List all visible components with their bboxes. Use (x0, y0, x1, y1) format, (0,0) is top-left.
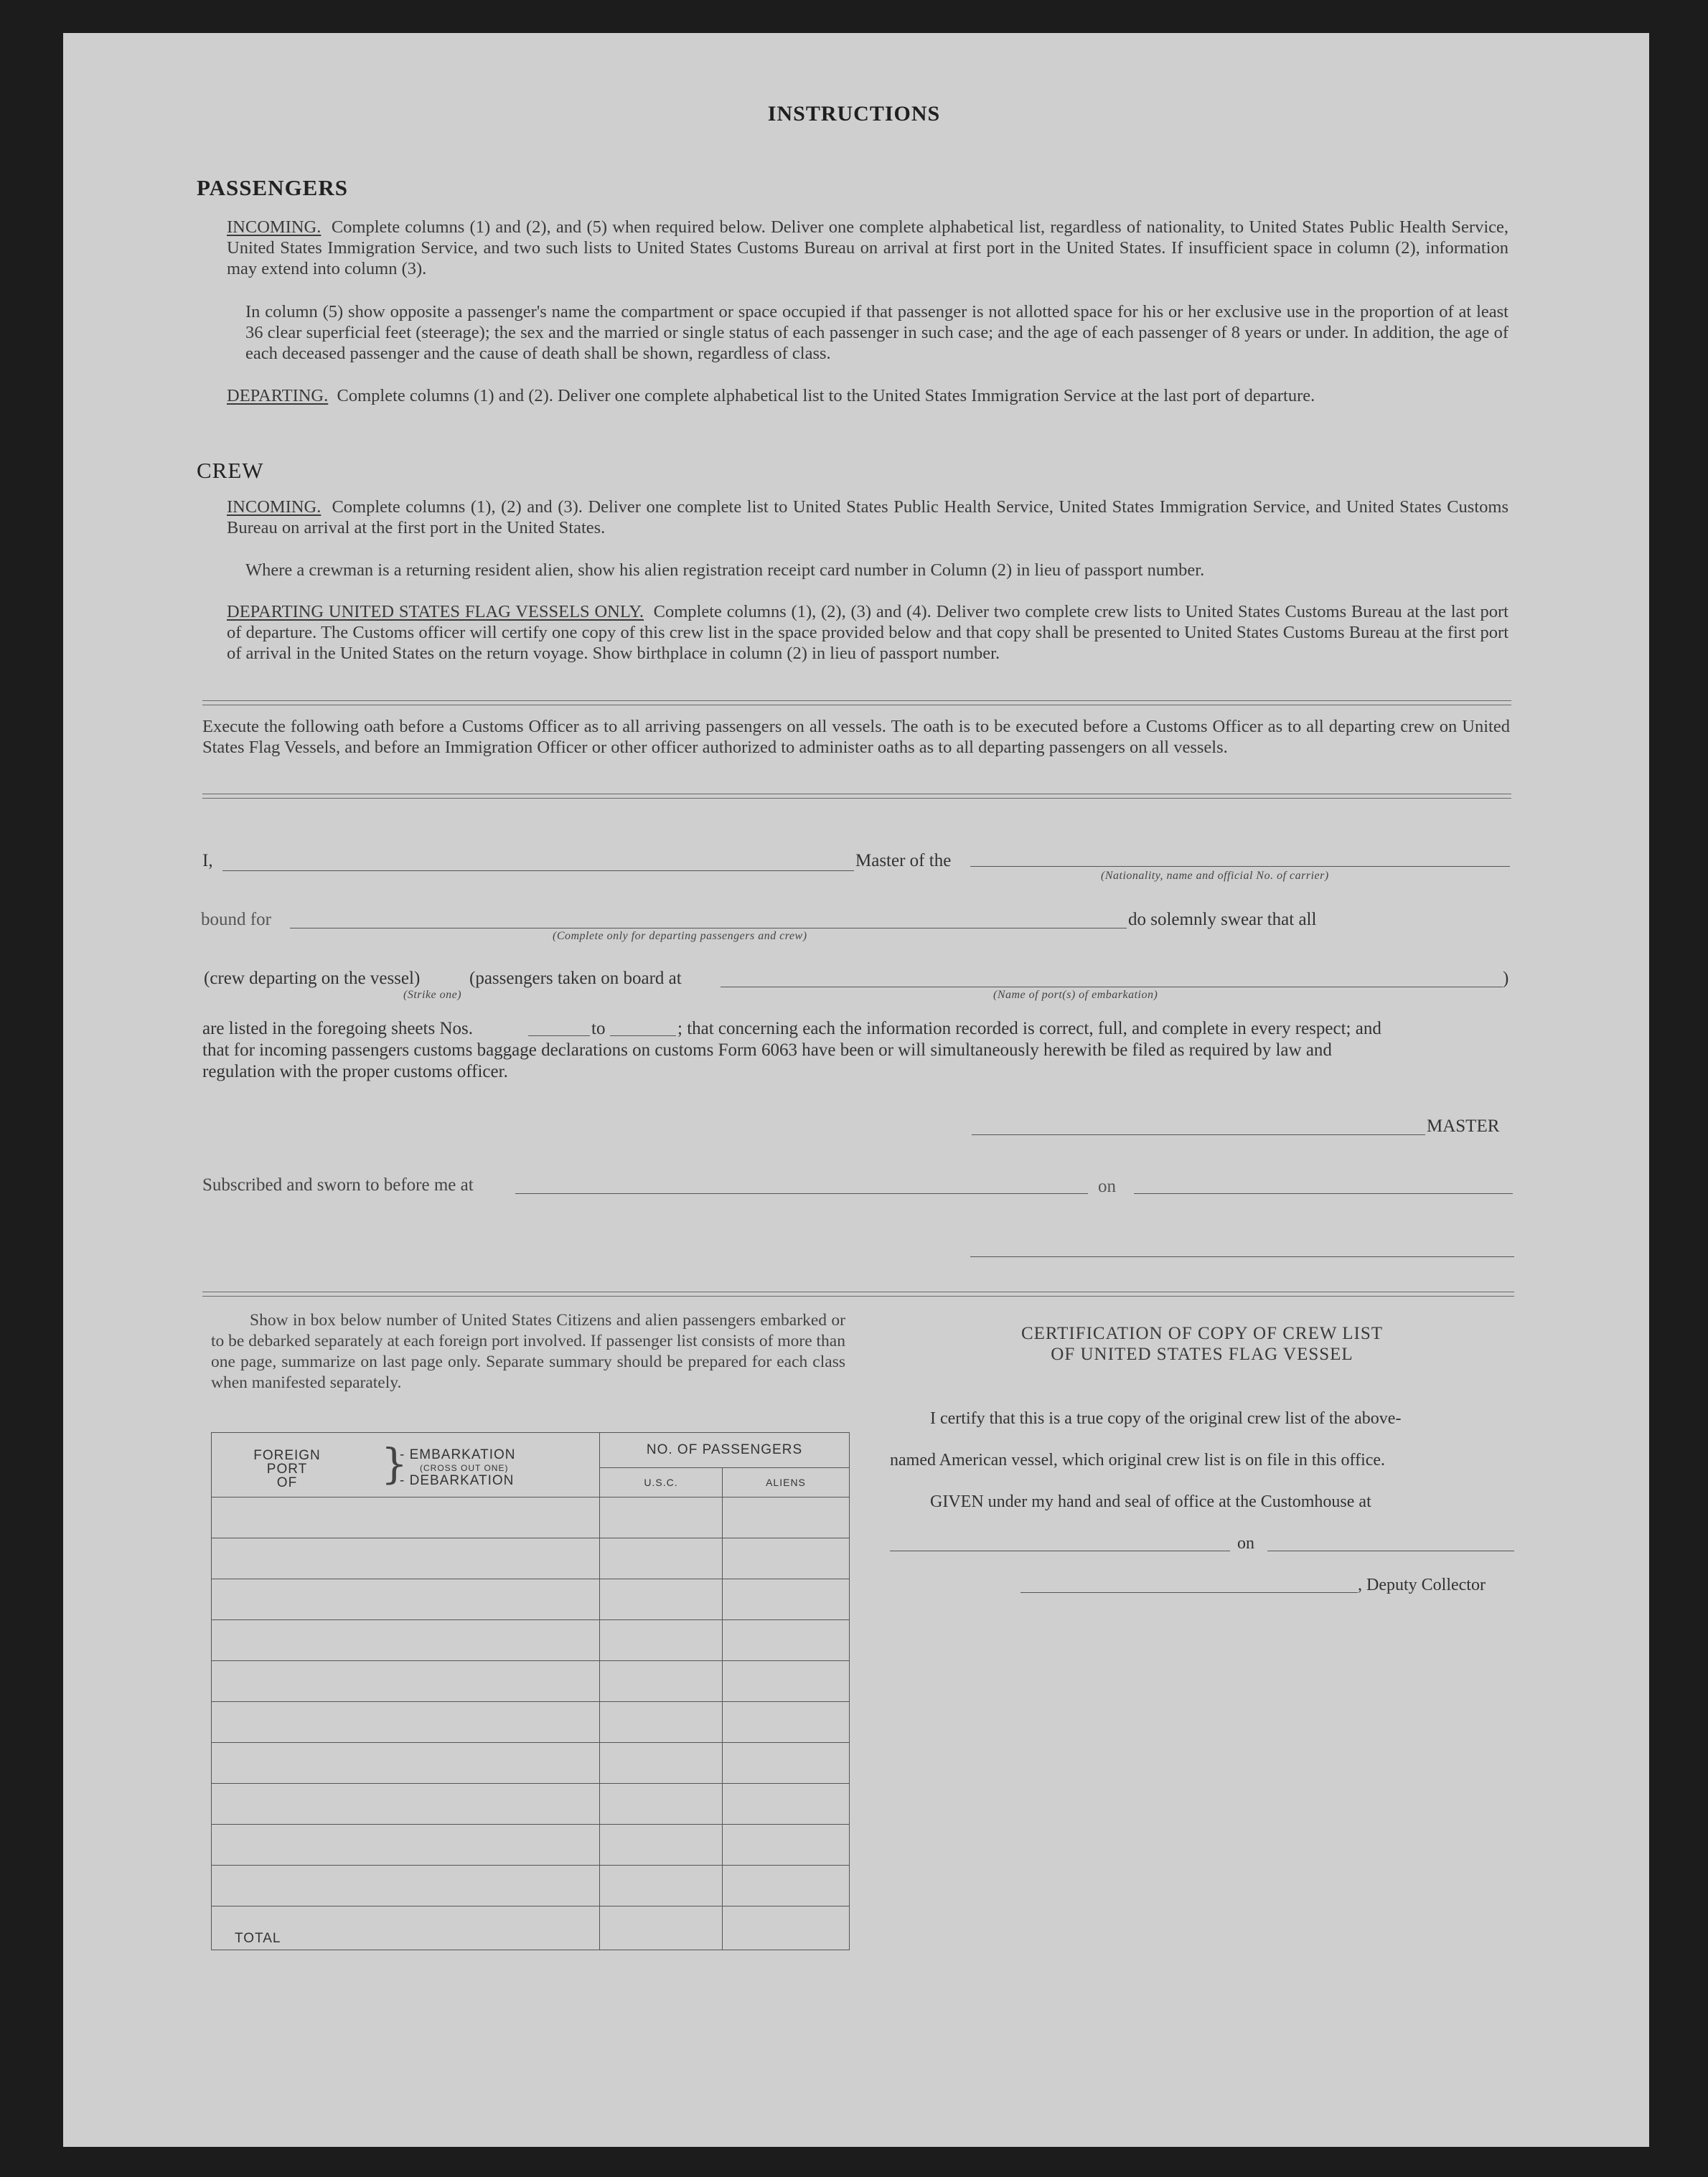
table-row (212, 1743, 850, 1784)
port-embarkation-caption: (Name of port(s) of embarkation) (993, 989, 1158, 1001)
certification-heading-line-2: OF UNITED STATES FLAG VESSEL (1051, 1345, 1353, 1364)
section-divider (202, 794, 1511, 799)
page-title: INSTRUCTIONS (767, 102, 941, 126)
port-cell[interactable] (212, 1538, 600, 1579)
brace-symbol: } (381, 1439, 408, 1488)
aliens-cell[interactable] (723, 1702, 850, 1743)
usc-cell[interactable] (600, 1702, 723, 1743)
table-row (212, 1538, 850, 1579)
debarkation-label[interactable]: - DEBARKATION (400, 1473, 515, 1488)
port-cell[interactable] (212, 1784, 600, 1825)
section-divider (202, 1292, 1514, 1297)
carrier-caption: (Nationality, name and official No. of carrier) (1101, 870, 1329, 882)
usc-cell[interactable] (600, 1784, 723, 1825)
table-row (212, 1620, 850, 1661)
port-cell[interactable] (212, 1825, 600, 1866)
aliens-cell[interactable] (723, 1825, 850, 1866)
usc-cell[interactable] (600, 1825, 723, 1866)
port-embarkation-field[interactable] (721, 986, 1503, 987)
certification-heading (890, 1323, 1514, 1365)
master-name-field[interactable] (222, 870, 854, 871)
crew-departing-label: DEPARTING UNITED STATES FLAG VESSELS ONLY. (227, 602, 644, 621)
certification-line-2: named American vessel, which original crew list is on file in this office. (890, 1451, 1386, 1470)
usc-cell[interactable] (600, 1579, 723, 1620)
listed-text-3: regulation with the proper customs officer. (202, 1062, 508, 1081)
bound-for-caption: (Complete only for departing passengers and crew) (553, 930, 807, 942)
crew-heading: CREW (197, 458, 264, 483)
cross-out-one-caption: (CROSS OUT ONE) (420, 1463, 509, 1473)
master-signature-label: MASTER (1427, 1116, 1500, 1136)
usc-cell[interactable] (600, 1743, 723, 1784)
sheet-from-field[interactable] (528, 1035, 590, 1036)
usc-cell[interactable] (600, 1866, 723, 1906)
customhouse-field[interactable] (890, 1550, 1230, 1551)
to-label: to (591, 1019, 606, 1038)
port-cell[interactable] (212, 1661, 600, 1702)
oath-i-label: I, (202, 851, 213, 870)
crew-incoming-label: INCOMING. (227, 497, 322, 517)
sheet-to-field[interactable] (610, 1035, 676, 1036)
passengers-incoming-text: Complete columns (1) and (2), and (5) when required below. Deliver one complete alphabetical list, regardless of nationality, to United States Public Health Service, United States Immigration Service, and two such lists to United States Customs Bureau on arrival at first port in the United States. If insufficient space in column (2), information may extend into column (3). (227, 217, 1509, 278)
table-row (212, 1579, 850, 1620)
aliens-cell[interactable] (723, 1743, 850, 1784)
usc-header: U.S.C. (600, 1468, 723, 1497)
master-signature-field[interactable] (972, 1134, 1425, 1135)
usc-cell[interactable] (600, 1538, 723, 1579)
aliens-cell[interactable] (723, 1497, 850, 1538)
passengers-departing-text: Complete columns (1) and (2). Deliver one complete alphabetical list to the United States Immigration Service at the last port of departure. (337, 386, 1315, 405)
embarkation-label[interactable]: - EMBARKATION (400, 1447, 516, 1462)
crew-resident-paragraph: Where a crewman is a returning resident alien, show his alien registration receipt card number in Column (2) in lieu of passport number. (245, 560, 1205, 580)
crew-incoming-text: Complete columns (1), (2) and (3). Deliver one complete list to United States Public Health Service, United States Immigration Service, and United States Customs Bureau on arrival at the first port in the United States. (227, 497, 1508, 537)
passengers-taken-option[interactable]: (passengers taken on board at (469, 969, 682, 988)
certification-line-1: I certify that this is a true copy of the original crew list of the above- (930, 1409, 1402, 1428)
officer-signature-field[interactable] (970, 1256, 1514, 1257)
bound-for-label: bound for (201, 910, 271, 929)
oath-instructions: Execute the following oath before a Customs Officer as to all arriving passengers on all vessels. The oath is to be executed before a Customs Officer as to all departing crew on United States Flag Vessels, and before an Immigration Officer or other officer authorized to administer oaths as to all departing passengers on all vessels. (202, 717, 1510, 757)
bound-for-field[interactable] (290, 927, 1127, 928)
carrier-field[interactable] (970, 865, 1510, 867)
usc-cell[interactable] (600, 1497, 723, 1538)
strike-one-caption: (Strike one) (403, 989, 462, 1001)
table-row (212, 1784, 850, 1825)
certification-line-3: GIVEN under my hand and seal of office at the Customhouse at (930, 1492, 1371, 1511)
aliens-cell[interactable] (723, 1579, 850, 1620)
port-cell[interactable] (212, 1497, 600, 1538)
table-row (212, 1825, 850, 1866)
port-cell[interactable] (212, 1620, 600, 1661)
total-row (212, 1906, 850, 1950)
close-paren: ) (1503, 969, 1509, 988)
usc-cell[interactable] (600, 1661, 723, 1702)
crew-departing-option[interactable]: (crew departing on the vessel) (204, 969, 421, 988)
certification-on-label: on (1237, 1534, 1254, 1553)
crew-incoming-paragraph (227, 497, 1508, 538)
subscribed-label: Subscribed and sworn to before me at (202, 1175, 474, 1195)
passengers-departing-paragraph (227, 385, 1508, 406)
passengers-incoming-paragraph (227, 217, 1508, 279)
subscribed-place-field[interactable] (515, 1193, 1088, 1194)
subscribed-on-label: on (1098, 1177, 1116, 1196)
deputy-collector-label: , Deputy Collector (1358, 1576, 1486, 1594)
aliens-cell[interactable] (723, 1661, 850, 1702)
no-of-passengers-header: NO. OF PASSENGERS (600, 1433, 850, 1468)
listed-text-1: ; that concerning each the information recorded is correct, full, and complete in every respect; and (677, 1019, 1381, 1038)
listed-text-2: that for incoming passengers customs baggage declarations on customs Form 6063 have been or will simultaneously herewith be filed as required by law and (202, 1040, 1332, 1060)
passengers-incoming-label: INCOMING. (227, 217, 322, 237)
section-divider (202, 700, 1511, 705)
table-row (212, 1497, 850, 1538)
table-row (212, 1661, 850, 1702)
master-of-label: Master of the (855, 851, 952, 870)
aliens-cell[interactable] (723, 1866, 850, 1906)
summary-instructions: Show in box below number of United States Citizens and alien passengers embarked or to be debarked separately at each foreign port involved. If passenger list consists of more than one page, summarize on last page only. Separate summary should be prepared for each class when manifested separately. (211, 1311, 845, 1392)
usc-cell[interactable] (600, 1620, 723, 1661)
certification-heading-line-1: CERTIFICATION OF COPY OF CREW LIST (1020, 1324, 1384, 1343)
listed-label: are listed in the foregoing sheets Nos. (202, 1019, 473, 1038)
certification-date-field[interactable] (1267, 1550, 1514, 1551)
port-cell[interactable] (212, 1866, 600, 1906)
swear-label: do solemnly swear that all (1128, 910, 1317, 929)
port-cell[interactable] (212, 1743, 600, 1784)
port-cell[interactable] (212, 1579, 600, 1620)
passenger-summary-table (211, 1432, 850, 1950)
aliens-header: ALIENS (723, 1468, 850, 1497)
passengers-heading: PASSENGERS (197, 175, 348, 200)
port-cell[interactable] (212, 1702, 600, 1743)
usc-total-cell[interactable] (600, 1906, 723, 1950)
aliens-cell[interactable] (723, 1620, 850, 1661)
crew-departing-paragraph (227, 601, 1508, 664)
aliens-total-cell[interactable] (723, 1906, 850, 1950)
aliens-cell[interactable] (723, 1784, 850, 1825)
deputy-collector-signature-field[interactable] (1020, 1591, 1358, 1593)
foreign-port-of-label: FOREIGN PORT OF (253, 1448, 321, 1490)
total-label: TOTAL (212, 1906, 600, 1950)
passengers-departing-label: DEPARTING. (227, 386, 329, 405)
aliens-cell[interactable] (723, 1538, 850, 1579)
subscribed-date-field[interactable] (1134, 1193, 1513, 1194)
table-row (212, 1866, 850, 1906)
port-header-cell (212, 1433, 600, 1497)
crew-departing-text: Complete columns (1), (2), (3) and (4). Deliver two complete crew lists to United States Customs Bureau at the last port of departure. The Customs officer will certify one copy of this crew list in the space provided below and that copy shall be presented to United States Customs Bureau at the first port of arrival in the United States on the return voyage. Show birthplace in column (2) in lieu of passport number. (227, 602, 1508, 663)
table-row (212, 1702, 850, 1743)
passengers-column5-paragraph: In column (5) show opposite a passenger's name the compartment or space occupied if that passenger is not allotted space for his or her exclusive use in the proportion of at least 36 clear superficial feet (steerage); the sex and the married or single status of each passenger in such case; and the age of each passenger of 8 years or under. In addition, the age of each deceased passenger and the cause of death shall be shown, regardless of class. (245, 302, 1508, 363)
